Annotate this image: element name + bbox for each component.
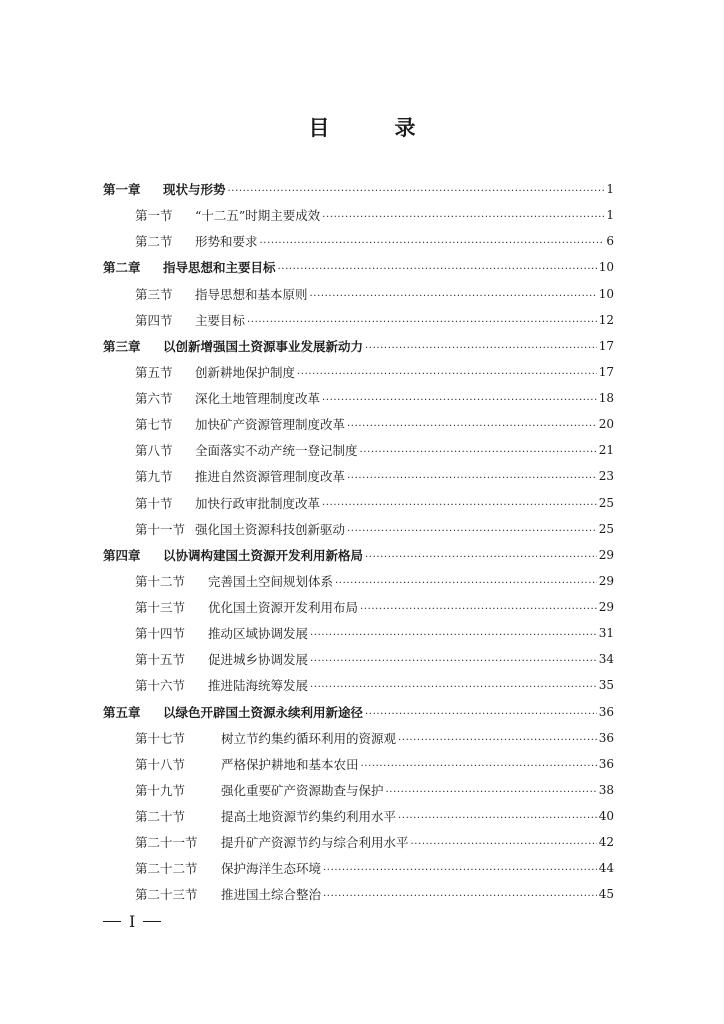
page-number: 31 [598,626,614,641]
section-title: 强化重要矿产资源勘查与保护 [221,782,384,798]
section-title: 推动区域协调发展 [208,626,309,642]
page-number: 25 [598,495,614,510]
toc-section-entry[interactable] [103,307,614,333]
section-number: 第四节 [135,312,173,328]
page-number: 10 [598,260,614,275]
section-title: 主要目标 [195,312,246,328]
toc-section-entry[interactable] [103,490,614,516]
dot-leader [310,287,597,301]
dot-leader [228,182,604,196]
section-number: 第十四节 [135,626,186,642]
dot-leader [347,522,597,536]
page-number: 42 [598,835,614,850]
footer-page-number: I [129,912,136,931]
toc-section-entry[interactable] [103,855,614,881]
toc-section-entry[interactable] [103,281,614,307]
table-of-contents [103,176,614,908]
section-number: 第十六节 [135,678,186,694]
toc-section-entry[interactable] [103,463,614,489]
section-title: 促进城乡协调发展 [208,652,309,668]
section-number: 第十三节 [135,600,186,616]
page-footer [103,912,161,931]
toc-section-entry[interactable] [103,751,614,777]
section-number: 第二十三节 [135,887,198,903]
section-number: 第十八节 [135,756,186,772]
section-title: “十二五”时期主要成效 [195,208,321,224]
section-title: 优化国土资源开发利用布局 [208,600,359,616]
page-number: 20 [598,417,614,432]
chapter-number: 第二章 [103,260,141,276]
section-number: 第十一节 [135,521,186,537]
page-number: 36 [598,756,614,771]
page-number: 17 [598,338,614,353]
chapter-number: 第五章 [103,704,141,720]
page-number: 45 [598,887,614,902]
toc-section-entry[interactable] [103,594,614,620]
chapter-number: 第三章 [103,338,141,354]
section-number: 第九节 [135,469,173,485]
page-number: 38 [598,782,614,797]
page-number: 18 [598,391,614,406]
footer-dash-left [103,921,121,922]
section-title: 加快矿产资源管理制度改革 [195,417,346,433]
toc-chapter-entry[interactable] [103,254,614,280]
section-number: 第七节 [135,417,173,433]
section-number: 第二十节 [135,809,186,825]
page-number: 29 [598,573,614,588]
dot-leader [411,835,597,849]
page-number: 6 [606,234,614,249]
section-number: 第十七节 [135,730,186,746]
toc-section-entry[interactable] [103,516,614,542]
page-number: 23 [598,469,614,484]
dot-leader [386,783,597,797]
section-number: 第六节 [135,391,173,407]
toc-section-entry[interactable] [103,228,614,254]
section-title: 全面落实不动产统一登记制度 [195,443,358,459]
dot-leader [310,652,597,666]
toc-section-entry[interactable] [103,777,614,803]
toc-chapter-entry[interactable] [103,542,614,568]
section-title: 提升矿产资源节约与综合利用水平 [221,835,409,851]
chapter-title: 以创新增强国土资源事业发展新动力 [163,338,364,354]
dot-leader [247,313,597,327]
page-number: 1 [606,182,614,197]
dot-leader [322,391,597,405]
toc-section-entry[interactable] [103,620,614,646]
dot-leader [323,861,597,875]
page-number: 29 [598,547,614,562]
section-number: 第二节 [135,234,173,250]
toc-section-entry[interactable] [103,829,614,855]
section-title: 强化国土资源科技创新驱动 [195,521,346,537]
dot-leader [323,887,597,901]
section-title: 提高土地资源节约集约利用水平 [221,809,397,825]
section-title: 形势和要求 [195,234,258,250]
section-number: 第十五节 [135,652,186,668]
page-number: 36 [598,704,614,719]
dot-leader [335,574,597,588]
section-title: 树立节约集约循环利用的资源观 [221,730,397,746]
dot-leader [398,809,597,823]
toc-chapter-entry[interactable] [103,333,614,359]
toc-section-entry[interactable] [103,568,614,594]
toc-section-entry[interactable] [103,411,614,437]
chapter-number: 第四章 [103,547,141,563]
page-number: 17 [598,364,614,379]
section-title: 严格保护耕地和基本农田 [221,756,359,772]
toc-section-entry[interactable] [103,881,614,907]
section-number: 第十二节 [135,573,186,589]
section-title: 深化土地管理制度改革 [195,391,321,407]
dot-leader [360,600,597,614]
toc-section-entry[interactable] [103,672,614,698]
dot-leader [398,731,597,745]
footer-dash-right [143,921,161,922]
page-number: 29 [598,600,614,615]
dot-leader [361,757,597,771]
section-title: 推进自然资源管理制度改革 [195,469,346,485]
toc-section-entry[interactable] [103,725,614,751]
section-title: 完善国土空间规划体系 [208,573,334,589]
dot-leader [365,548,597,562]
page-number: 44 [598,861,614,876]
dot-leader [260,234,604,248]
dot-leader [310,626,597,640]
page-number: 34 [598,652,614,667]
section-number: 第十九节 [135,782,186,798]
section-number: 第三节 [135,286,173,302]
page-number: 40 [598,809,614,824]
section-number: 第八节 [135,443,173,459]
page-number: 36 [598,730,614,745]
toc-section-entry[interactable] [103,202,614,228]
section-title: 创新耕地保护制度 [195,364,296,380]
toc-section-entry[interactable] [103,646,614,672]
dot-leader [347,417,597,431]
page-number: 21 [598,443,614,458]
toc-section-entry[interactable] [103,803,614,829]
dot-leader [365,705,597,719]
toc-section-entry[interactable] [103,437,614,463]
section-title: 推进国土综合整治 [221,887,322,903]
dot-leader [297,365,597,379]
page-number: 25 [598,521,614,536]
section-number: 第十节 [135,495,173,511]
chapter-number: 第一章 [103,182,141,198]
toc-chapter-entry[interactable] [103,176,614,202]
page-number: 10 [598,286,614,301]
chapter-title: 以协调构建国土资源开发利用新格局 [163,547,364,563]
chapter-title: 指导思想和主要目标 [163,260,276,276]
page-number: 35 [598,678,614,693]
chapter-title: 以绿色开辟国土资源永续利用新途径 [163,704,364,720]
dot-leader [360,443,597,457]
chapter-title: 现状与形势 [163,182,226,198]
section-title: 加快行政审批制度改革 [195,495,321,511]
section-title: 保护海洋生态环境 [221,861,322,877]
section-title: 指导思想和基本原则 [195,286,308,302]
toc-section-entry[interactable] [103,385,614,411]
toc-section-entry[interactable] [103,359,614,385]
dot-leader [347,469,597,483]
section-number: 第二十一节 [135,835,198,851]
dot-leader [365,339,597,353]
page-number: 1 [606,208,614,223]
toc-chapter-entry[interactable] [103,699,614,725]
page-title: 目 录 [308,116,438,140]
section-number: 第一节 [135,208,173,224]
dot-leader [322,496,597,510]
section-number: 第五节 [135,364,173,380]
dot-leader [278,260,597,274]
page-number: 12 [598,312,614,327]
dot-leader [310,678,597,692]
section-title: 推进陆海统筹发展 [208,678,309,694]
section-number: 第二十二节 [135,861,198,877]
dot-leader [322,208,604,222]
